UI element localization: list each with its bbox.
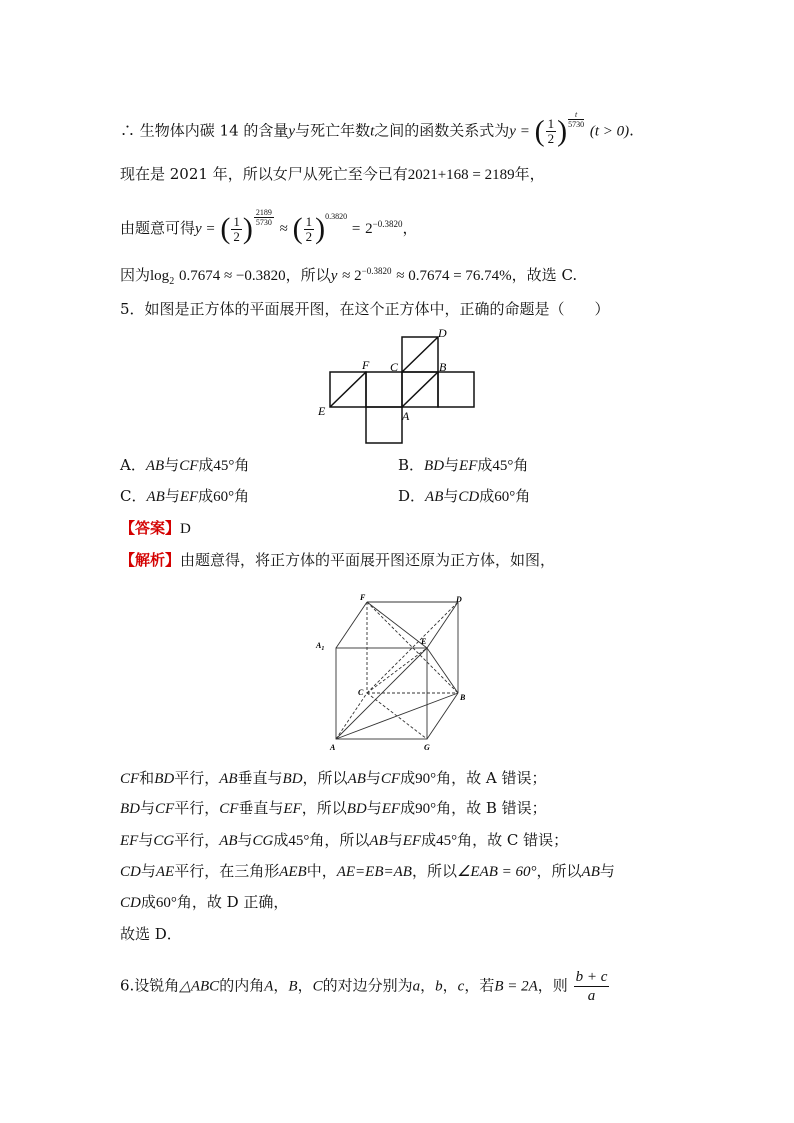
var: A [264, 978, 274, 995]
exp-den: 5730 [568, 120, 585, 129]
fraction-half [546, 117, 557, 146]
seg: CF [120, 771, 140, 787]
seg: CD [120, 895, 141, 911]
condition: (t > 0) [589, 123, 630, 140]
text: ， [273, 976, 289, 995]
var: C [312, 978, 323, 995]
choice-letter: A． [120, 456, 146, 474]
condition: B = 2A [494, 978, 538, 995]
paren-close: ) [557, 114, 568, 148]
text: 与 [365, 769, 381, 787]
var-y: y [330, 268, 338, 284]
base: 2 [365, 221, 373, 237]
solution-line-4 [120, 860, 615, 883]
text: 年， [514, 165, 545, 183]
var-t: t [370, 123, 375, 140]
text: 与死亡年数 [295, 121, 371, 140]
var: a [412, 978, 421, 995]
seg: EF [381, 801, 401, 817]
seg: BD [282, 771, 303, 787]
triangle: △ABC [179, 978, 220, 995]
exponent: −0.3820 [372, 219, 403, 229]
tail: ≈ 0.7674 = 76.74% [396, 268, 512, 284]
seg: EF [283, 801, 302, 817]
seg: CF [380, 771, 401, 787]
angle: 60° [213, 489, 235, 505]
seg: BD [346, 801, 367, 817]
text: 成 [421, 831, 437, 849]
exp-fraction [254, 208, 274, 227]
cube-label-d: D [456, 595, 462, 604]
answer-line [120, 517, 191, 540]
text: 现在是 2021 年，所以女尸从死亡至今已有 [120, 165, 408, 183]
text: 成 [477, 456, 493, 474]
formula-line-2 [120, 163, 545, 186]
approx: ≈ 2 [342, 268, 362, 284]
text: 与 [164, 487, 180, 505]
text: ， [297, 976, 313, 995]
net-label-a: A [402, 409, 410, 423]
calc: 2021+168 = 2189 [407, 167, 515, 183]
seg: BD [424, 458, 445, 474]
den: 2 [547, 131, 555, 146]
text: ，所以 [536, 862, 582, 880]
var: B [288, 978, 298, 995]
choice-letter: D． [398, 487, 426, 505]
seg: AEB [279, 864, 307, 880]
seg: AB [146, 489, 165, 505]
cube-label-c: C [358, 688, 364, 697]
text: 与 [140, 862, 156, 880]
text: ，故选 C. [511, 266, 578, 284]
seg: AB [219, 771, 238, 787]
seg: CF [219, 801, 239, 817]
solution-line-3 [120, 829, 568, 852]
text: 角，故 D 正确， [176, 893, 289, 911]
text: 与 [443, 487, 459, 505]
choice-b[interactable] [398, 454, 528, 477]
net-label-e: E [318, 404, 326, 418]
text: 与 [387, 831, 403, 849]
den: 2 [305, 228, 313, 244]
num: 1 [547, 116, 555, 131]
text: 平行， [174, 799, 220, 817]
seg: AB [347, 771, 366, 787]
exponent: 0.3820 [325, 212, 348, 221]
text: ， [442, 976, 458, 995]
text: 成 [273, 831, 289, 849]
text: ∴ 生物体内碳 14 的含量 [120, 121, 289, 140]
text: ， [420, 976, 436, 995]
text: 角，所以 [309, 831, 370, 849]
solution-line-6: 故选 D． [120, 925, 182, 943]
cube-label-f: F [360, 593, 366, 602]
solution-line-1 [120, 767, 546, 790]
text: 角 [515, 487, 531, 505]
choice-letter: C． [120, 487, 147, 505]
cube-net-figure [310, 325, 490, 450]
cube-label-a1 [315, 641, 324, 652]
exp-den: 5730 [255, 217, 272, 227]
answer-value: D [180, 521, 191, 537]
text: 与 [366, 799, 382, 817]
num: 1 [233, 213, 240, 229]
cube-label-g: G [424, 743, 430, 752]
text: 垂直与 [238, 799, 284, 817]
text: 中， [306, 862, 337, 880]
text: 与 [237, 831, 253, 849]
angle: 45° [492, 458, 514, 474]
seg: CG [252, 833, 274, 849]
solution-line-5 [120, 891, 288, 914]
seg: AB [369, 833, 388, 849]
choice-a[interactable] [120, 454, 249, 477]
text: 成 [400, 799, 416, 817]
text: ， [402, 219, 418, 237]
text: 成 [400, 769, 416, 787]
formula-line-3 [120, 207, 418, 245]
text: 角 [513, 456, 529, 474]
net-label-d: D [438, 326, 447, 340]
text: ，所以 [301, 799, 347, 817]
seg: CF [179, 458, 199, 474]
analysis-line [120, 549, 555, 571]
angle: 45° [436, 833, 458, 849]
log: log [150, 268, 170, 284]
text: 垂直与 [237, 769, 283, 787]
text: 成 [198, 487, 214, 505]
analysis-tag: 【解析】 [120, 551, 181, 569]
exp-num: t [568, 110, 584, 120]
text: 成 [479, 487, 495, 505]
paren-close: ) [242, 212, 253, 245]
var-y: y [288, 123, 296, 140]
log-value: 0.7674 ≈ −0.3820 [178, 268, 286, 284]
text: 与 [599, 862, 615, 880]
fraction-half [231, 215, 242, 244]
a1-main: A [316, 641, 322, 650]
seg: EF [120, 833, 139, 849]
answer-tag: 【答案】 [120, 519, 181, 537]
seg: CG [153, 833, 175, 849]
exponent [253, 207, 275, 227]
text: ，所以 [302, 769, 348, 787]
fraction-bc-over-a [574, 968, 610, 1005]
choice-c[interactable] [120, 485, 249, 508]
angle: 60° [494, 489, 516, 505]
text: . [629, 121, 634, 140]
angle: 60° [155, 895, 177, 911]
seg: BD [120, 801, 140, 817]
paren-open: ( [220, 212, 231, 245]
text: 与 [444, 456, 460, 474]
seg: CD [120, 864, 141, 880]
angle-eq: ∠EAB = 60° [456, 864, 537, 880]
text: 的对边分别为 [322, 976, 413, 995]
text: 因为 [120, 266, 151, 284]
choice-d[interactable] [398, 485, 530, 508]
angle: 45° [213, 458, 235, 474]
text: 角，故 C 错误； [457, 831, 569, 849]
text: 平行， [174, 769, 220, 787]
seg: EF [402, 833, 422, 849]
seg: AB [425, 489, 444, 505]
text: 平行，在三角形 [174, 862, 280, 880]
question-6-stem [120, 968, 610, 1005]
text: 成 [140, 893, 156, 911]
seg: BD [154, 771, 175, 787]
exp-fraction [568, 110, 584, 129]
cube-label-a: A [330, 743, 336, 752]
text: 角 [234, 456, 250, 474]
exponent: −0.3820 [361, 266, 392, 276]
seg: AB [581, 864, 600, 880]
var: b [435, 978, 443, 995]
seg: AE=EB=AB [336, 864, 412, 880]
seg: AB [219, 833, 238, 849]
cube-figure [310, 590, 490, 755]
num: b + c [575, 969, 608, 985]
text: ，所以 [285, 266, 331, 284]
text: 角，故 B 错误； [436, 799, 547, 817]
paren-open: ( [534, 114, 545, 148]
text: 的内角 [219, 976, 265, 995]
text: 角 [234, 487, 250, 505]
text: 由题意可得 [120, 219, 196, 237]
seg: AB [145, 458, 165, 474]
seg: EF [179, 489, 199, 505]
solution-line-2 [120, 797, 547, 820]
cube-label-e: E [421, 637, 427, 646]
seg: CF [155, 801, 175, 817]
net-label-b: B [439, 360, 447, 374]
analysis-text: 由题意得，将正方体的平面展开图还原为正方体，如图， [180, 551, 556, 569]
text: ，所以 [411, 862, 457, 880]
text: 与 [138, 831, 154, 849]
approx: ≈ [279, 221, 288, 237]
angle: 90° [415, 801, 437, 817]
seg: CD [458, 489, 480, 505]
angle: 45° [288, 833, 310, 849]
paren-open: ( [292, 212, 303, 245]
text: 成 [198, 456, 214, 474]
net-label-f: F [362, 358, 370, 372]
text: 之间的函数关系式为 [374, 121, 510, 140]
num: 1 [305, 213, 313, 229]
text: 角，故 A 错误； [436, 769, 547, 787]
eq: y = [509, 123, 530, 140]
var: c [457, 978, 465, 995]
equals: = [351, 221, 361, 237]
text: 与 [164, 456, 180, 474]
paren-close: ) [315, 212, 326, 245]
choice-letter: B． [398, 456, 425, 474]
a1-sub: 1 [321, 646, 325, 652]
log-base: 2 [169, 276, 175, 287]
net-label-c: C [390, 360, 399, 374]
text: 6.设锐角 [120, 976, 180, 995]
seg: EF [459, 458, 478, 474]
formula-line-4 [120, 260, 577, 293]
exponent [567, 110, 585, 129]
cube-label-b: B [460, 693, 466, 702]
eq: y = [195, 221, 216, 237]
fraction-half [304, 215, 315, 244]
exp-num: 2189 [255, 207, 272, 217]
text: ，若 [464, 976, 495, 995]
den: 2 [233, 228, 240, 244]
formula-line-1 [120, 110, 634, 148]
angle: 90° [415, 771, 437, 787]
den: a [587, 988, 596, 1004]
text: 和 [139, 769, 155, 787]
text: 与 [140, 799, 156, 817]
text: 平行， [174, 831, 220, 849]
question-5-stem: 5．如图是正方体的平面展开图，在这个正方体中，正确的命题是（ ） [120, 300, 610, 318]
text: ，则 [537, 976, 568, 995]
seg: AE [155, 864, 175, 880]
